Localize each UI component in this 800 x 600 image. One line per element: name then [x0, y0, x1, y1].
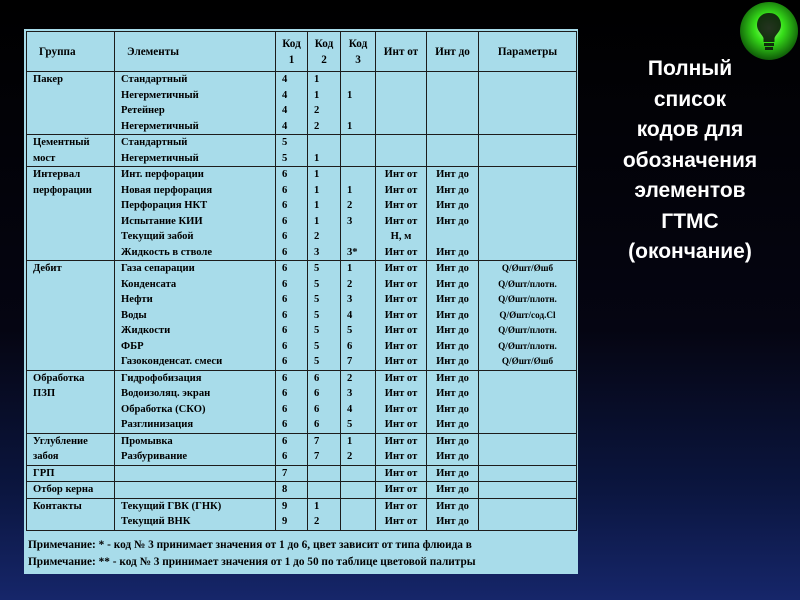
int-from-cell-line: Инт от: [384, 435, 418, 447]
kod3-cell-line: 1: [347, 263, 353, 274]
table-row: [27, 261, 577, 371]
params-cell: [479, 135, 577, 167]
elements-cell-line: Инт. перфорации: [121, 169, 204, 180]
int-to-cell-line: Инт до: [436, 484, 469, 495]
caption-line: элементов: [634, 179, 746, 202]
group-cell-line: Интервал: [33, 169, 81, 180]
kod2-cell-line: 5: [314, 356, 320, 367]
int-to-cell-line: Инт до: [436, 325, 469, 336]
kod3-cell-line: [347, 72, 375, 88]
kod1-cell: [276, 465, 308, 482]
group-cell-line: Контакты: [33, 500, 82, 512]
table-row: [27, 482, 577, 499]
kod3-cell: [341, 135, 376, 167]
header-kod1-label: Код: [282, 37, 301, 50]
kod2-cell-line: 1: [314, 169, 320, 180]
group-cell: [27, 433, 115, 465]
table-header-row: [27, 32, 577, 72]
int-from-cell-line: Инт от: [384, 309, 418, 321]
header-kod1-num: 1: [288, 53, 295, 66]
int-from-cell: [376, 261, 427, 371]
kod3-cell-line: 3: [347, 294, 353, 305]
int-to-cell-line: [427, 229, 478, 245]
elements-cell: [115, 370, 276, 433]
int-from-cell-line: Инт от: [384, 451, 418, 462]
elements-cell-line: Разглинизация: [121, 419, 194, 430]
int-to-cell-line: Инт до: [436, 388, 469, 399]
kod2-cell: [308, 167, 341, 261]
group-cell-line: мост: [33, 152, 56, 164]
kod1-cell-line: 6: [282, 215, 288, 227]
int-from-cell-line: Инт от: [384, 516, 418, 527]
kod1-cell: [276, 370, 308, 433]
notes: [28, 537, 578, 571]
kod2-cell: [308, 135, 341, 167]
params-cell-line: Q/Øшт/плотн.: [498, 340, 557, 351]
kod2-cell: [308, 433, 341, 465]
group-cell-line: Цементный: [33, 137, 90, 148]
group-cell-line: Дебит: [33, 263, 62, 274]
elements-cell-line: Текущий ГВК (ГНК): [121, 500, 222, 512]
kod3-cell-line: 2: [347, 451, 353, 462]
kod2-cell-line: 1: [314, 215, 320, 227]
kod2-cell-line: 1: [314, 74, 320, 85]
int-from-cell-line: Инт от: [384, 340, 418, 352]
group-cell-line: ГРП: [33, 467, 55, 479]
kod3-cell: [341, 433, 376, 465]
caption-line: (окончание): [628, 240, 752, 263]
params-cell: [479, 498, 577, 530]
elements-cell: [115, 261, 276, 371]
int-from-cell-line: Инт от: [384, 467, 418, 479]
int-to-cell: [427, 465, 479, 482]
elements-cell-line: Текущий ВНК: [121, 516, 191, 527]
kod1-cell: [276, 433, 308, 465]
kod3-cell-line: 2: [347, 200, 353, 211]
header-kod1: [276, 32, 308, 72]
kod1-cell-line: 6: [282, 263, 288, 274]
kod2-cell-line: 6: [314, 388, 320, 399]
elements-cell-line: Конденсата: [121, 278, 177, 290]
kod2-cell-line: 7: [314, 451, 320, 462]
elements-cell: [115, 498, 276, 530]
int-to-cell: [427, 167, 479, 261]
elements-cell-line: Жидкость в стволе: [121, 246, 213, 258]
kod3-cell-line: 4: [347, 403, 353, 415]
kod3-cell-line: [347, 103, 375, 119]
kod2-cell-line: 2: [314, 120, 320, 132]
slide-caption: [588, 54, 792, 268]
kod1-cell: [276, 72, 308, 135]
table-row: [27, 370, 577, 433]
kod1-cell-line: 6: [282, 200, 288, 211]
header-kod3-label: Код: [348, 37, 368, 50]
elements-cell: [115, 482, 276, 499]
header-kod3: [341, 32, 376, 72]
int-to-cell-line: Инт до: [436, 200, 469, 211]
int-from-cell-line: Инт от: [384, 403, 418, 415]
group-cell-line: Отбор керна: [33, 484, 94, 495]
codes-table: [26, 31, 577, 531]
int-from-cell-line: Инт от: [384, 184, 418, 196]
kod3-cell-line: 2: [347, 278, 353, 290]
elements-cell-line: Текущий забой: [121, 231, 194, 242]
kod2-cell-line: 6: [314, 419, 320, 430]
kod2-cell: [308, 498, 341, 530]
kod1-cell-line: 4: [282, 89, 288, 101]
int-to-cell-line: Инт до: [436, 403, 469, 415]
group-cell: [27, 135, 115, 167]
kod3-cell: [341, 167, 376, 261]
elements-cell-line: Гидрофобизация: [121, 372, 202, 384]
table-row: [27, 167, 577, 261]
int-to-cell-line: Инт до: [436, 294, 469, 305]
kod1-cell-line: 6: [282, 278, 288, 290]
int-to-cell: [427, 135, 479, 167]
int-from-cell-line: Инт от: [384, 294, 418, 305]
elements-cell-line: ФБР: [121, 340, 144, 352]
params-cell: [479, 433, 577, 465]
params-cell: [479, 167, 577, 261]
kod1-cell-line: 6: [282, 340, 288, 352]
kod3-cell-line: 4: [347, 309, 353, 321]
kod1-cell: [276, 482, 308, 499]
int-from-cell-line: Инт от: [384, 200, 418, 211]
light-bulb-icon: [738, 0, 800, 62]
elements-cell-line: Испытание КИИ: [121, 215, 203, 227]
kod3-cell-line: 3: [347, 215, 353, 227]
int-from-cell-line: Инт от: [384, 325, 418, 336]
kod1-cell-line: 6: [282, 231, 288, 242]
header-kod2-num: 2: [321, 53, 327, 66]
group-cell-line: Обработка: [33, 372, 85, 384]
kod1-cell: [276, 498, 308, 530]
elements-cell-line: Газоконденсат. смеси: [121, 356, 223, 367]
group-cell: [27, 72, 115, 135]
group-cell: [27, 167, 115, 261]
header-group: Группа: [27, 32, 115, 72]
int-from-cell: [376, 498, 427, 530]
int-from-cell-line: Инт от: [384, 500, 418, 512]
elements-cell-line: Воды: [121, 309, 147, 321]
int-to-cell-line: Инт до: [436, 278, 469, 290]
elements-cell: [115, 433, 276, 465]
header-params: Параметры: [479, 32, 577, 72]
int-from-cell-line: Инт от: [384, 419, 418, 430]
kod2-cell-line: 5: [314, 340, 320, 352]
kod1-cell-line: 6: [282, 388, 288, 399]
int-to-cell-line: Инт до: [436, 419, 469, 430]
table-row: [27, 72, 577, 135]
header-kod3-num: 3: [355, 53, 361, 66]
kod2-cell-line: 1: [314, 89, 320, 101]
elements-cell-line: Перфорация НКТ: [121, 200, 208, 211]
elements-cell-line: Разбуривание: [121, 451, 188, 462]
kod3-cell-line: 1: [347, 435, 353, 447]
kod1-cell-line: 6: [282, 246, 288, 258]
kod1-cell: [276, 261, 308, 371]
kod3-cell: [341, 465, 376, 482]
int-to-cell: [427, 370, 479, 433]
kod1-cell-line: 6: [282, 184, 288, 196]
int-to-cell-line: Инт до: [436, 467, 469, 479]
int-to-cell-line: Инт до: [436, 246, 469, 258]
header-elements: Элементы: [115, 32, 276, 72]
kod2-cell-line: 2: [314, 231, 320, 242]
caption-line: список: [653, 87, 727, 111]
kod3-cell-line: [347, 167, 375, 183]
int-to-cell: [427, 433, 479, 465]
kod1-cell-line: 9: [282, 500, 288, 512]
kod2-cell: [308, 482, 341, 499]
int-to-cell-line: Инт до: [436, 500, 469, 512]
int-from-cell: [376, 465, 427, 482]
int-to-cell-line: Инт до: [436, 372, 469, 384]
int-from-cell: [376, 370, 427, 433]
kod1-cell-line: 6: [282, 372, 288, 384]
kod2-cell-line: 7: [314, 435, 320, 447]
int-to-cell-line: Инт до: [436, 184, 469, 196]
kod1-cell-line: 7: [282, 467, 288, 479]
group-cell: [27, 261, 115, 371]
int-from-cell-line: Инт от: [384, 356, 418, 367]
elements-cell-line: Жидкости: [121, 325, 171, 336]
int-from-cell: [376, 167, 427, 261]
kod3-cell-line: [347, 229, 375, 245]
int-to-cell-line: Инт до: [436, 340, 469, 352]
elements-cell: [115, 135, 276, 167]
int-from-cell-line: Инт от: [384, 246, 418, 258]
params-cell-line: Q/Øшт/плотн.: [498, 278, 557, 289]
kod2-cell-line: 5: [314, 309, 320, 321]
kod1-cell-line: 5: [282, 152, 288, 164]
params-cell: [479, 370, 577, 433]
kod1-cell-line: 4: [282, 74, 288, 85]
int-from-cell-line: Инт от: [384, 278, 418, 290]
header-int-to: Инт до: [427, 32, 479, 72]
kod2-cell: [308, 465, 341, 482]
int-from-cell-line: Инт от: [384, 484, 418, 495]
kod2-cell-line: 5: [314, 278, 320, 290]
kod1-cell-line: 5: [282, 137, 288, 148]
table-row: [27, 465, 577, 482]
kod1-cell-line: 6: [282, 309, 288, 321]
kod1-cell-line: 8: [282, 484, 288, 495]
codes-panel: [24, 29, 578, 574]
kod2-cell-line: 5: [314, 263, 320, 274]
kod3-cell: [341, 261, 376, 371]
kod3-cell-line: 1: [347, 89, 353, 101]
elements-cell-line: Негерметичный: [121, 152, 199, 164]
kod2-cell-line: 1: [314, 152, 320, 164]
table-row: [27, 433, 577, 465]
int-from-cell: [376, 72, 427, 135]
table-row: [27, 135, 577, 167]
header-kod2: [308, 32, 341, 72]
caption-line: обозначения: [622, 148, 758, 172]
kod3-cell-line: 1: [347, 120, 353, 132]
params-cell: [479, 465, 577, 482]
int-from-cell: [376, 433, 427, 465]
int-from-cell-line: Инт от: [384, 372, 418, 384]
elements-cell-line: Негерметичный: [121, 89, 199, 101]
group-cell-line: ПЗП: [33, 388, 56, 399]
int-from-cell: [376, 135, 427, 167]
kod1-cell: [276, 167, 308, 261]
kod3-cell: [341, 482, 376, 499]
elements-cell: [115, 167, 276, 261]
int-from-cell-line: Инт от: [384, 388, 418, 399]
kod2-cell: [308, 261, 341, 371]
group-cell-line: Пакер: [33, 74, 63, 85]
int-to-cell-line: Инт до: [436, 309, 469, 321]
kod3-cell-line: 1: [347, 184, 353, 196]
kod1-cell-line: 6: [282, 435, 288, 447]
elements-cell-line: Стандартный: [121, 137, 188, 148]
table-row: [27, 498, 577, 530]
int-to-cell-line: Инт до: [436, 215, 469, 227]
params-cell-line: Q/Øшт/плотн.: [498, 294, 557, 304]
int-from-cell-line: Н, м: [390, 231, 412, 242]
kod2-cell-line: 1: [314, 184, 320, 196]
int-to-cell-line: Инт до: [436, 263, 469, 274]
kod1-cell-line: 6: [282, 419, 288, 430]
group-cell-line: перфорации: [33, 184, 92, 196]
kod2-cell-line: 6: [314, 372, 320, 384]
note-2: Примечание: ** - код № 3 принимает значения от 1 до 50 по таблице цветовой палитры: [28, 556, 476, 568]
int-from-cell-line: Инт от: [384, 169, 418, 180]
kod2-cell-line: 2: [314, 516, 320, 527]
int-from-cell-line: Инт от: [384, 215, 418, 227]
kod2-cell-line: 1: [314, 200, 320, 211]
elements-cell-line: Нефти: [121, 294, 153, 305]
elements-cell-line: Газа сепарации: [121, 263, 195, 274]
caption-line: кодов для: [636, 118, 744, 141]
kod2-cell-line: 5: [314, 294, 320, 305]
params-cell-line: Q/Øшт/Øшб: [501, 263, 554, 273]
elements-cell-line: Обработка (СКО): [121, 403, 206, 415]
kod3-cell-line: 2: [347, 372, 353, 384]
params-cell-line: Q/Øшт/Øшб: [501, 356, 554, 366]
kod1-cell-line: 6: [282, 451, 288, 462]
group-cell: [27, 498, 115, 530]
group-cell-line: забоя: [33, 451, 59, 462]
int-from-cell-line: Инт от: [384, 263, 418, 274]
elements-cell-line: Негерметичный: [121, 120, 199, 132]
elements-cell-line: Промывка: [121, 435, 173, 447]
int-to-cell-line: Инт до: [436, 169, 469, 180]
elements-cell: [115, 465, 276, 482]
kod3-cell-line: 3*: [347, 246, 358, 258]
elements-cell: [115, 72, 276, 135]
caption-line: ГТМС: [661, 209, 719, 233]
kod2-cell-line: 1: [314, 500, 320, 512]
group-cell: [27, 465, 115, 482]
group-cell: [27, 482, 115, 499]
elements-cell-line: Водоизоляц. экран: [121, 388, 211, 399]
kod2-cell: [308, 72, 341, 135]
params-cell: [479, 72, 577, 135]
kod3-cell: [341, 498, 376, 530]
elements-cell-line: Ретейнер: [121, 105, 165, 116]
int-from-cell: [376, 482, 427, 499]
int-to-cell: [427, 498, 479, 530]
kod1-cell-line: 6: [282, 403, 288, 415]
kod2-cell-line: 3: [314, 246, 320, 258]
int-to-cell-line: Инт до: [436, 435, 469, 447]
kod3-cell-line: 7: [347, 356, 353, 367]
kod2-cell-line: [314, 135, 340, 151]
kod3-cell-line: 5: [347, 325, 353, 336]
header-kod2-label: Код: [314, 37, 334, 50]
int-to-cell-line: Инт до: [436, 451, 469, 462]
kod3-cell-line: 3: [347, 388, 353, 399]
kod2-cell-line: 2: [314, 105, 320, 116]
kod3-cell-line: 5: [347, 419, 353, 430]
elements-cell-line: Новая перфорация: [121, 184, 213, 196]
note-1: Примечание: * - код № 3 принимает значения от 1 до 6, цвет зависит от типа флюида в: [28, 539, 472, 551]
kod1-cell-line: 6: [282, 169, 288, 180]
int-to-cell: [427, 482, 479, 499]
kod1-cell-line: 4: [282, 120, 288, 132]
kod1-cell: [276, 135, 308, 167]
kod1-cell-line: 6: [282, 356, 288, 367]
kod1-cell-line: 6: [282, 325, 288, 336]
kod3-cell-line: 6: [347, 340, 353, 352]
int-to-cell-line: Инт до: [436, 356, 469, 367]
params-cell: [479, 482, 577, 499]
kod2-cell: [308, 370, 341, 433]
elements-cell-line: Стандартный: [121, 74, 188, 85]
kod3-cell: [341, 370, 376, 433]
params-cell: [479, 261, 577, 371]
int-to-cell-line: Инт до: [436, 516, 469, 527]
int-to-cell: [427, 72, 479, 135]
params-cell-line: Q/Øшт/сод.Cl: [499, 309, 556, 320]
kod2-cell-line: 5: [314, 325, 320, 336]
int-to-cell: [427, 261, 479, 371]
kod1-cell-line: 9: [282, 516, 288, 527]
group-cell-line: Углубление: [33, 435, 88, 447]
kod1-cell-line: 6: [282, 294, 288, 305]
params-cell-line: Q/Øшт/плотн.: [498, 325, 557, 335]
kod1-cell-line: 4: [282, 105, 288, 116]
kod3-cell: [341, 72, 376, 135]
group-cell: [27, 370, 115, 433]
caption-line: Полный: [647, 57, 733, 80]
header-int-from: Инт от: [376, 32, 427, 72]
kod2-cell-line: 6: [314, 403, 320, 415]
